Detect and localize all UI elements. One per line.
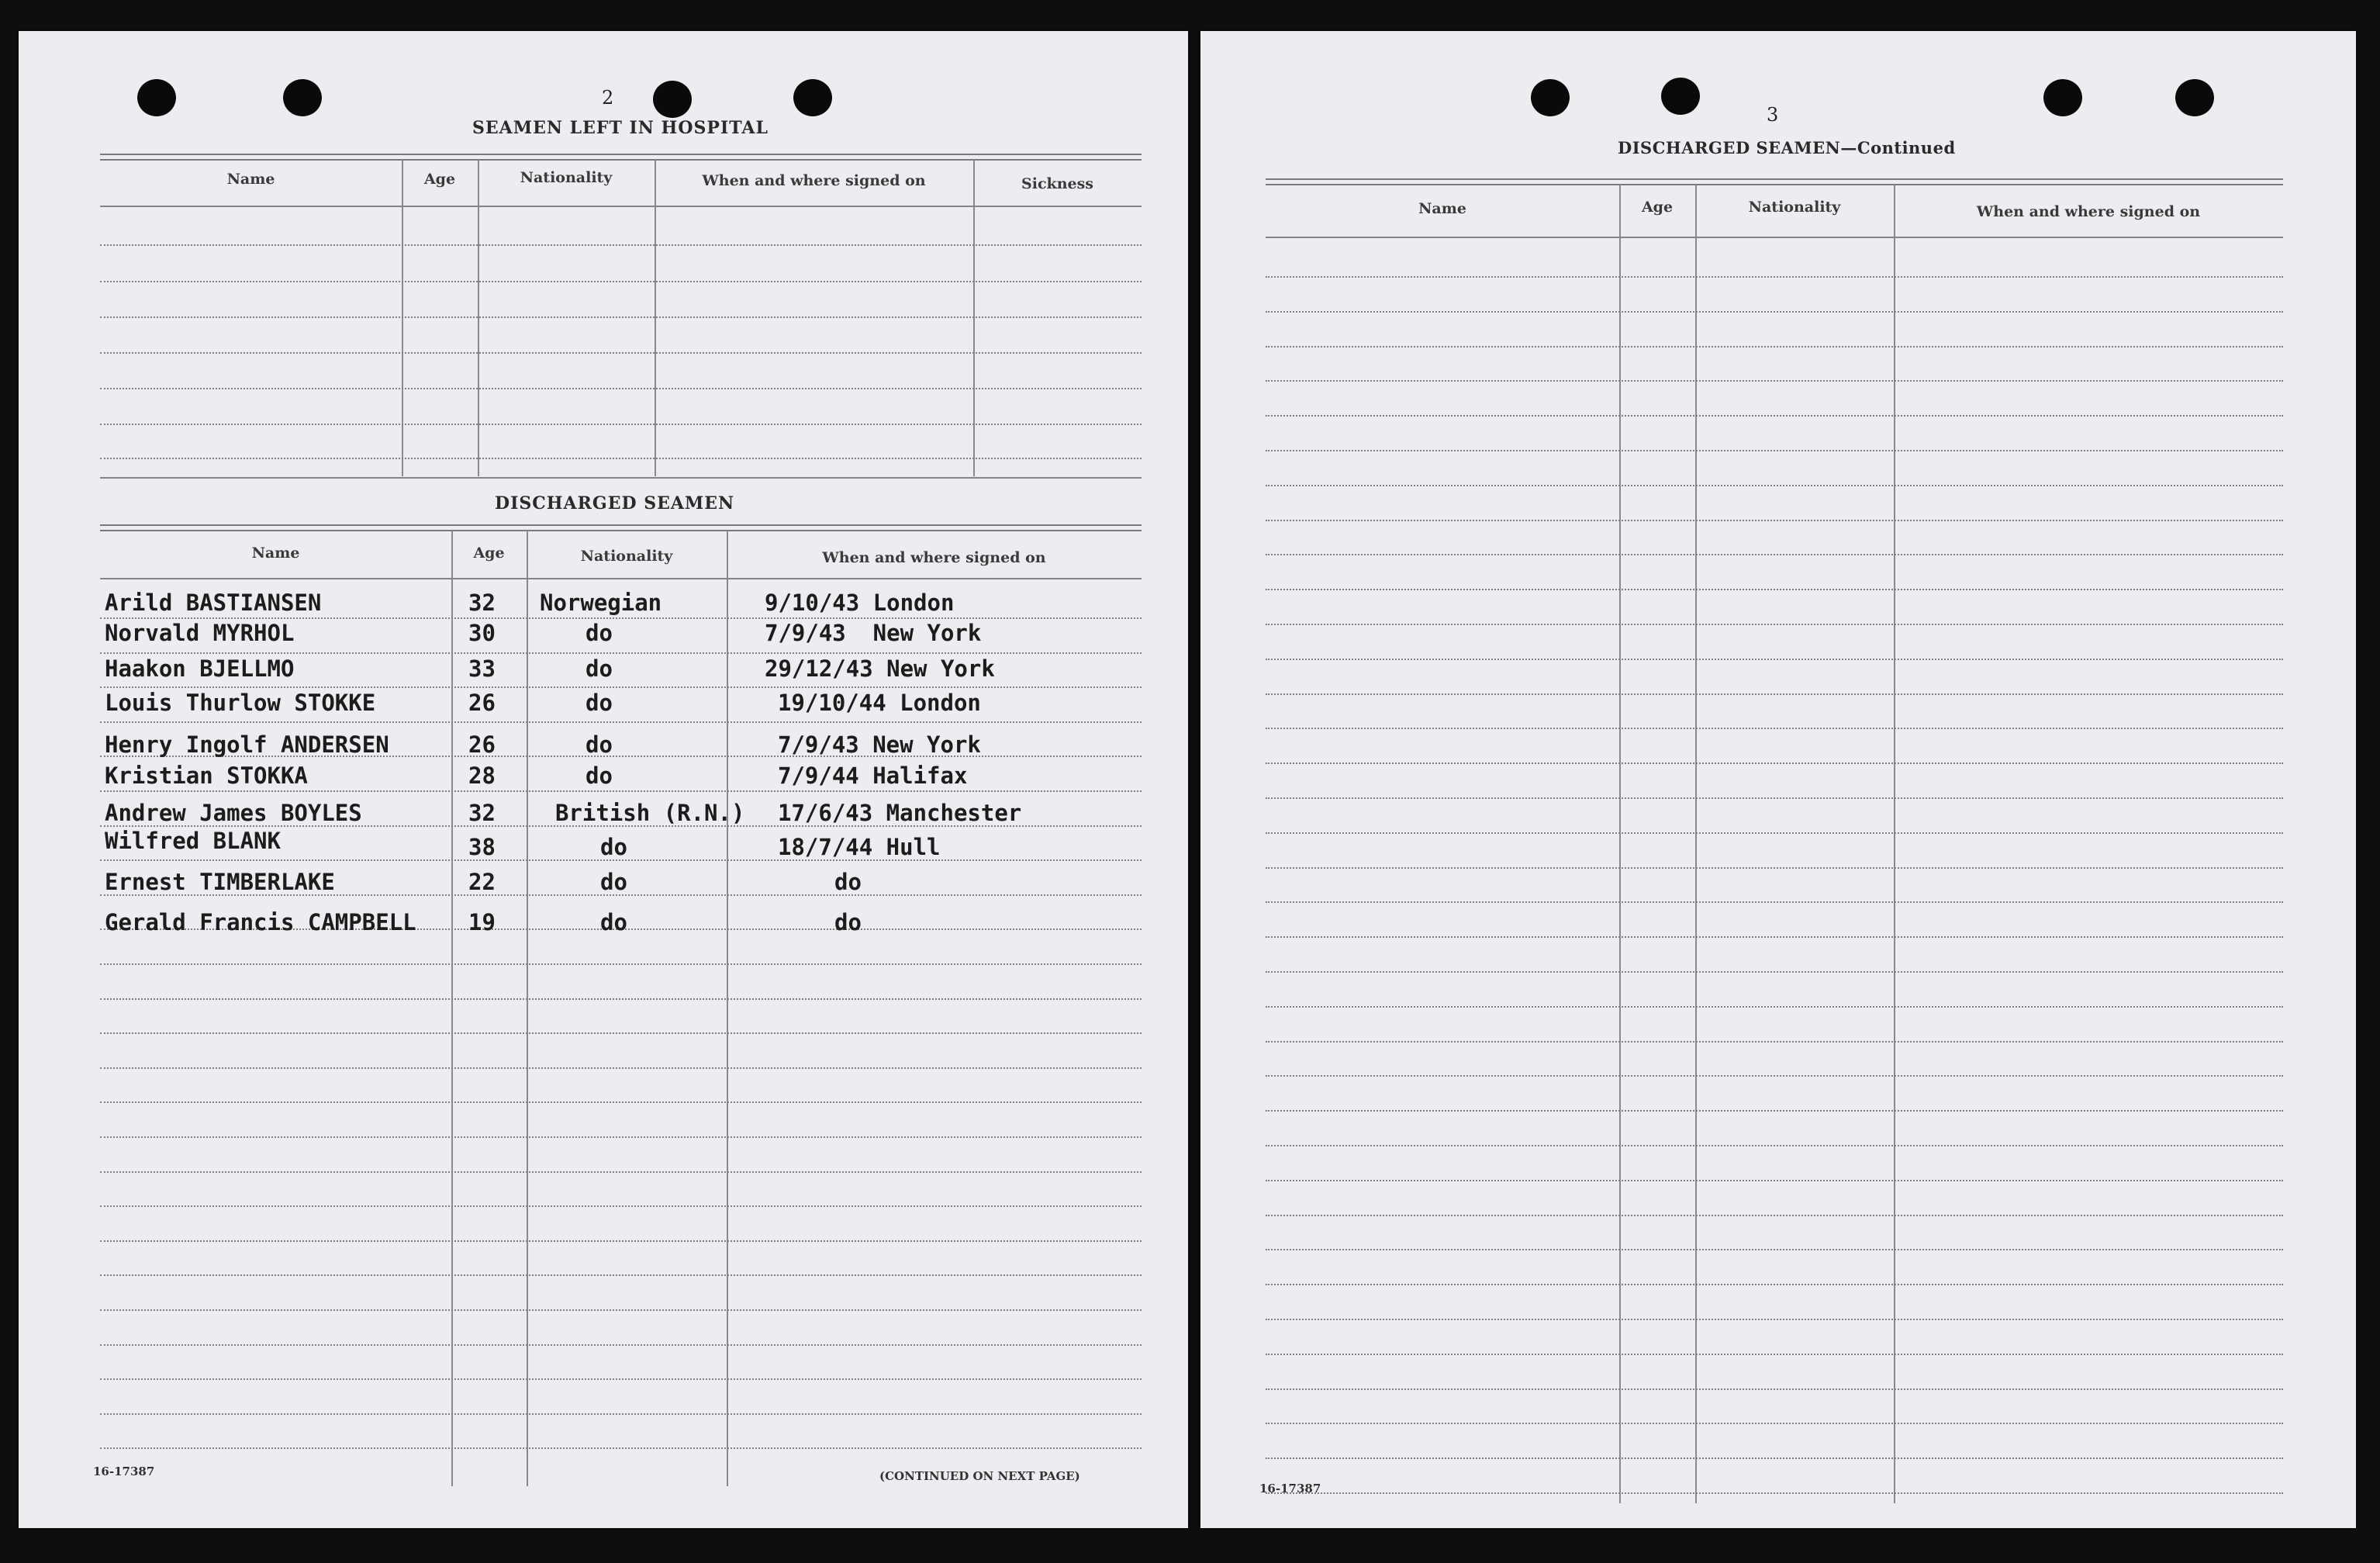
row-line [1266,346,2283,348]
row-line [100,316,1142,318]
row-line [100,617,1142,619]
form-number: 16-17387 [1259,1482,1321,1496]
row-line [100,1240,1142,1242]
row-line [100,1378,1142,1380]
seaman-nationality: do [600,834,627,860]
row-line [100,424,1142,425]
row-line [100,998,1142,1000]
row-line [100,1309,1142,1311]
seaman-age: 26 [468,731,496,758]
continued-note: (CONTINUED ON NEXT PAGE) [879,1469,1080,1483]
column-header-age: Age [1641,199,1674,216]
form-number: 16-17387 [93,1464,155,1478]
header-rule [100,206,1142,207]
row-line [1266,1423,2283,1424]
column-header-nationality: Nationality [1748,199,1841,216]
table-rule [100,154,1142,161]
row-line [100,686,1142,688]
column-rule [1894,185,1895,1503]
seaman-signed-on: 7/9/43 New York [765,620,982,646]
column-header-name: Name [251,545,300,562]
seaman-age: 28 [468,762,496,789]
seaman-name: Haakon BJELLMO [105,655,295,682]
row-line [100,1101,1142,1103]
seaman-nationality: do [586,762,613,789]
row-line [1266,554,2283,555]
table-bottom-rule [100,477,1142,479]
seaman-name: Henry Ingolf ANDERSEN [105,731,389,758]
row-line [100,244,1142,246]
header-rule [100,578,1142,579]
row-line [100,1447,1142,1449]
seaman-nationality: Norwegian [540,590,662,616]
row-line [1266,415,2283,417]
row-line [1266,936,2283,938]
row-line [100,1413,1142,1415]
row-line [100,1344,1142,1346]
row-line [100,281,1142,282]
column-rule [478,160,479,476]
column-header-sickness: Sickness [1021,175,1093,192]
row-line [1266,1041,2283,1043]
row-line [1266,380,2283,382]
seaman-age: 33 [468,655,496,682]
seaman-nationality: do [586,620,613,646]
header-rule [1266,237,2283,238]
row-line [100,963,1142,965]
row-line [1266,1492,2283,1494]
row-line [1266,624,2283,625]
row-line [1266,1145,2283,1146]
seaman-age: 38 [468,834,496,860]
page-number: 3 [1767,104,1779,126]
page-number: 2 [602,87,614,109]
row-line [100,1171,1142,1173]
seaman-name: Arild BASTIANSEN [105,590,322,616]
seaman-name: Gerald Francis CAMPBELL [105,909,416,935]
seaman-age: 32 [468,590,496,616]
row-line [1266,450,2283,451]
seaman-age: 32 [468,800,496,826]
row-line [1266,1006,2283,1008]
seaman-name: Wilfred BLANK [105,828,281,854]
row-line [1266,693,2283,695]
left-page [19,31,1188,1528]
row-line [1266,1354,2283,1355]
seaman-signed-on: 7/9/43 New York [778,731,981,758]
row-line [100,1205,1142,1207]
binder-hole [283,79,322,116]
row-line [100,1136,1142,1138]
column-header-name: Name [226,171,275,188]
seaman-signed-on: 17/6/43 Manchester [778,800,1022,826]
row-line [100,1274,1142,1276]
seaman-signed-on: 9/10/43 London [765,590,955,616]
seaman-signed-on: 19/10/44 London [778,690,981,716]
seaman-name: Louis Thurlow STOKKE [105,690,376,716]
column-header-signed-on: When and where signed on [822,549,1046,566]
row-line [1266,832,2283,834]
column-header-name: Name [1418,200,1466,217]
seaman-name: Ernest TIMBERLAKE [105,869,335,895]
binder-hole [1531,79,1570,116]
column-header-nationality: Nationality [520,169,613,186]
row-line [1266,971,2283,973]
row-line [1266,1215,2283,1216]
row-line [100,352,1142,354]
column-header-age: Age [473,545,505,562]
seaman-age: 26 [468,690,496,716]
binder-hole [653,81,692,118]
row-line [1266,1075,2283,1077]
row-line [100,1067,1142,1069]
row-line [1266,1180,2283,1181]
binder-hole [2043,79,2082,116]
row-line [1266,867,2283,869]
row-line [1266,901,2283,903]
row-line [100,652,1142,654]
column-rule [527,531,528,1486]
row-line [1266,589,2283,590]
seaman-nationality: do [600,909,627,935]
row-line [1266,1319,2283,1320]
binder-hole [2175,79,2214,116]
seaman-nationality: do [600,869,627,895]
row-line [100,1032,1142,1034]
row-line [1266,762,2283,764]
table-rule [1266,178,2283,185]
column-rule [402,160,403,476]
seaman-signed-on: 7/9/44 Halifax [778,762,968,789]
seaman-age: 30 [468,620,496,646]
row-line [1266,1458,2283,1459]
row-line [1266,520,2283,521]
column-header-signed-on: When and where signed on [1976,203,2201,220]
seaman-name: Kristian STOKKA [105,762,308,789]
row-line [1266,797,2283,799]
row-line [100,721,1142,723]
seaman-signed-on: 18/7/44 Hull [778,834,941,860]
seaman-nationality: do [586,655,613,682]
row-line [1266,276,2283,278]
hospital-section-title: SEAMEN LEFT IN HOSPITAL [472,118,769,138]
row-line [1266,1388,2283,1390]
binder-hole [793,79,832,116]
column-rule [973,160,975,476]
column-header-nationality: Nationality [580,548,673,565]
column-rule [727,531,728,1486]
seaman-nationality: do [586,690,613,716]
row-line [100,458,1142,459]
column-header-signed-on: When and where signed on [702,172,926,189]
column-rule [655,160,656,476]
column-rule [1695,185,1697,1503]
row-line [100,388,1142,389]
seaman-signed-on: do [834,909,862,935]
discharged-continued-title: DISCHARGED SEAMEN—Continued [1618,138,1956,157]
binder-hole [1661,78,1700,115]
column-header-age: Age [423,171,456,188]
seaman-age: 19 [468,909,496,935]
binder-hole [137,79,176,116]
row-line [1266,1249,2283,1250]
row-line [1266,1284,2283,1285]
row-line [1266,485,2283,486]
seaman-nationality: British (R.N.) [555,800,745,826]
row-line [1266,659,2283,660]
column-rule [451,531,453,1486]
row-line [1266,311,2283,313]
column-rule [1619,185,1621,1503]
discharged-section-title: DISCHARGED SEAMEN [495,493,735,514]
seaman-nationality: do [586,731,613,758]
seaman-name: Norvald MYRHOL [105,620,295,646]
table-rule [100,524,1142,531]
row-line [100,790,1142,792]
row-line [1266,1110,2283,1112]
row-line [1266,728,2283,729]
seaman-signed-on: 29/12/43 New York [765,655,995,682]
right-page [1200,31,2356,1528]
seaman-age: 22 [468,869,496,895]
seaman-name: Andrew James BOYLES [105,800,362,826]
seaman-signed-on: do [834,869,862,895]
